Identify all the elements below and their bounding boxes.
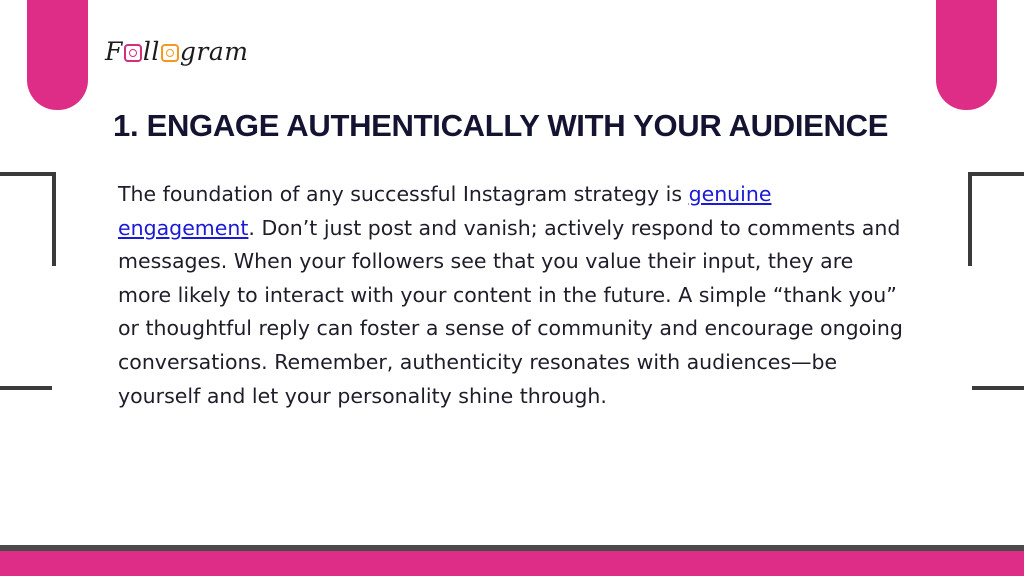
logo-camera-o-icon-orange <box>161 44 179 62</box>
footer-accent-band <box>0 551 1024 576</box>
frame-bar-right <box>972 386 1024 390</box>
paragraph-body: . Don’t just post and vanish; actively respond to comments and messages. When your followers see that you value their input, they are more likely to interact with your content in the future. A simple “thank you” or thoughtful reply can foster a sense of community and encourage ongoing conversations. Remember, authenticity resonates with audiences—be yourself and let your personality shine through. <box>118 215 903 408</box>
logo-letters-gram: gram <box>179 36 249 66</box>
follogram-logo[interactable] <box>105 28 248 74</box>
logo-letter-f: F <box>105 36 123 66</box>
page-title: 1. ENGAGE AUTHENTICALLY WITH YOUR AUDIENCE <box>113 108 889 143</box>
frame-bar-left <box>0 386 52 390</box>
logo-camera-o-icon <box>124 44 142 62</box>
decorative-pill-right <box>936 0 997 110</box>
frame-bracket-left <box>0 172 56 266</box>
frame-bracket-right <box>968 172 1024 266</box>
genuine-engagement-link[interactable]: genuine engagement <box>118 182 772 240</box>
decorative-pill-left <box>27 0 88 110</box>
body-paragraph <box>118 178 908 413</box>
logo-letters-ll: ll <box>142 36 160 66</box>
paragraph-intro: The foundation of any successful Instagram strategy is <box>118 182 689 206</box>
